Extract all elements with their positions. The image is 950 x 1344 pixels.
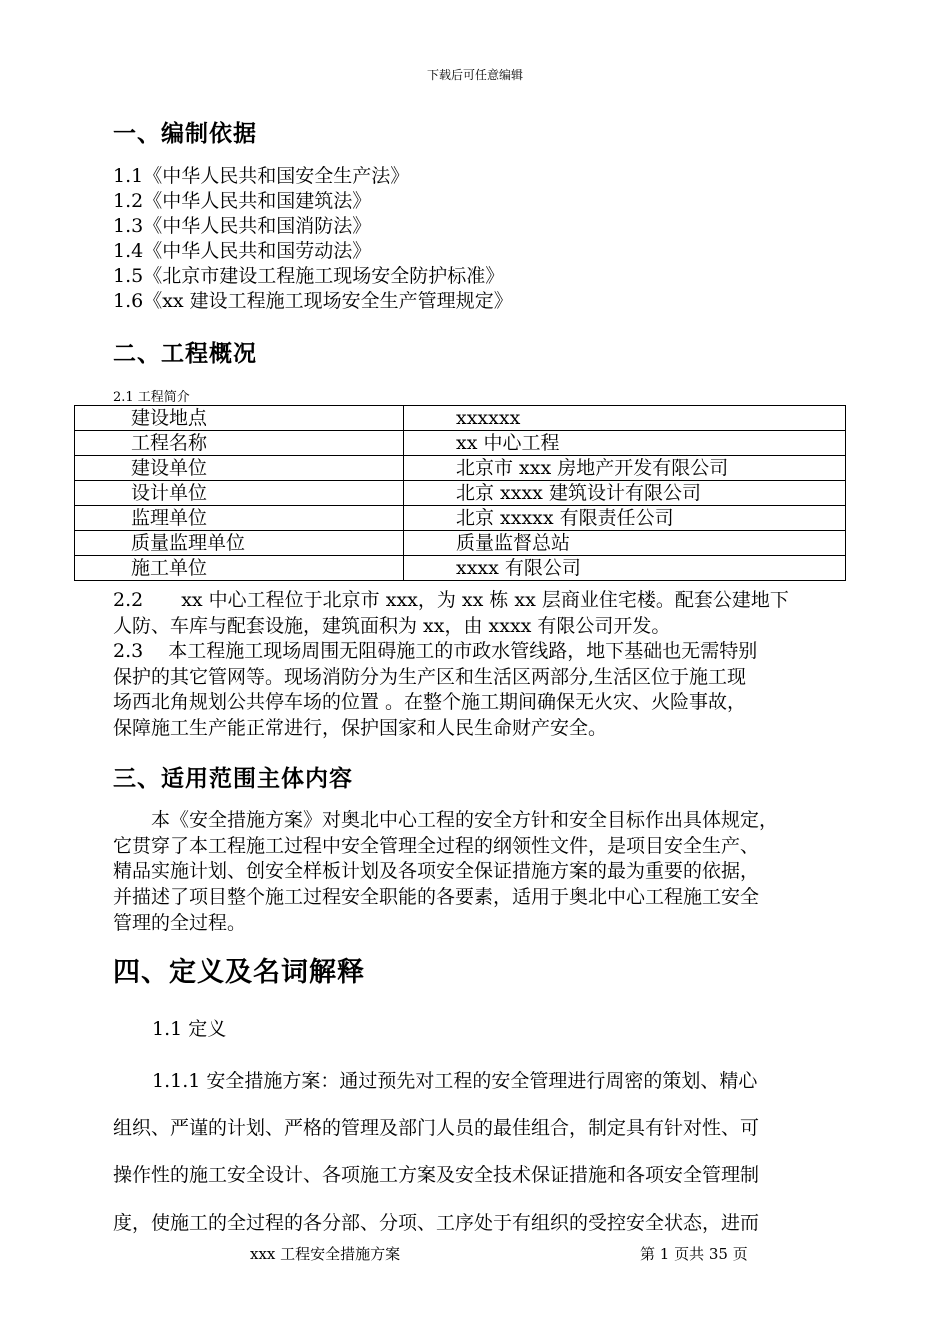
- text-line: 精品实施计划、创安全样板计划及各项安全保证措施方案的最为重要的依据，: [113, 860, 760, 883]
- text-line: 人防、车库与配套设施，建筑面积为 xx，由 xxxx 有限公司开发。: [113, 614, 671, 637]
- text-line: 2.3 本工程施工现场周围无阻碍施工的市政水管线路，地下基础也无需特别: [113, 640, 758, 662]
- paragraph-scope: [113, 808, 888, 937]
- text-line: 度，使施工的全过程的各分部、分项、工序处于有组织的受控安全状态，进而: [113, 1212, 760, 1234]
- text-line: 1.1.1 安全措施方案：通过预先对工程的安全管理进行周密的策划、精心: [152, 1070, 758, 1092]
- text-line: 场西北角规划公共停车场的位置 。在整个施工期间确保无火灾、火险事故，: [113, 691, 747, 714]
- section-4-title: 四、定义及名词解释: [113, 957, 365, 988]
- basis-item: 1.3《中华人民共和国消防法》: [113, 215, 372, 237]
- table-row: [75, 481, 846, 506]
- basis-item: 1.2《中华人民共和国建筑法》: [113, 190, 372, 212]
- table-row: [75, 556, 846, 581]
- table-key: 监理单位: [75, 506, 404, 531]
- basis-item: 1.6《xx 建设工程施工现场安全生产管理规定》: [113, 290, 513, 312]
- basis-item: 1.5《北京市建设工程施工现场安全防护标准》: [113, 265, 505, 287]
- table-row: [75, 431, 846, 456]
- text-line: 操作性的施工安全设计、各项施工方案及安全技术保证措施和各项安全管理制: [113, 1164, 760, 1186]
- project-info-table: [74, 405, 846, 581]
- footer-title: xxx 工程安全措施方案: [250, 1245, 401, 1263]
- table-value: 北京市 xxx 房地产开发有限公司: [404, 456, 846, 481]
- table-key: 建设单位: [75, 456, 404, 481]
- table-value: xxxxxx: [404, 406, 846, 431]
- table-value: xxxx 有限公司: [404, 556, 846, 581]
- table-value: 质量监督总站: [404, 531, 846, 556]
- text-line: 并描述了项目整个施工过程安全职能的各要素，适用于奥北中心工程施工安全: [113, 886, 760, 909]
- paragraph-2-2: [113, 588, 888, 639]
- basis-item: 1.4《中华人民共和国劳动法》: [113, 240, 372, 262]
- table-key: 设计单位: [75, 481, 404, 506]
- table-key: 质量监理单位: [75, 531, 404, 556]
- section-1-title: 一、编制依据: [113, 121, 257, 147]
- page-number: 第 1 页共 35 页: [640, 1245, 748, 1263]
- basis-item: 1.1《中华人民共和国安全生产法》: [113, 165, 410, 187]
- text-line: 管理的全过程。: [113, 911, 247, 934]
- text-line: 它贯穿了本工程施工过程中安全管理全过程的纲领性文件，是项目安全生产、: [113, 834, 760, 857]
- table-row: [75, 531, 846, 556]
- table-value: 北京 xxxx 建筑设计有限公司: [404, 481, 846, 506]
- table-row: [75, 406, 846, 431]
- section-2-title: 二、工程概况: [113, 341, 257, 367]
- text-line: 本《安全措施方案》对奥北中心工程的安全方针和安全目标作出具体规定，: [113, 809, 779, 831]
- table-caption: 2.1 工程简介: [113, 390, 190, 405]
- text-line: 2.2 xx 中心工程位于北京市 xxx，为 xx 栋 xx 层商业住宅楼。配套公建地下: [113, 589, 789, 611]
- table-key: 建设地点: [75, 406, 404, 431]
- table-row: [75, 506, 846, 531]
- paragraph-2-3: [113, 639, 888, 742]
- table-value: 北京 xxxxx 有限责任公司: [404, 506, 846, 531]
- table-row: [75, 456, 846, 481]
- subsection-title: 1.1 定义: [152, 1018, 227, 1040]
- text-line: 保护的其它管网等。现场消防分为生产区和生活区两部分,生活区位于施工现: [113, 665, 747, 688]
- section-3-title: 三、适用范围主体内容: [113, 766, 353, 792]
- table-value: xx 中心工程: [404, 431, 846, 456]
- header-note: 下载后可任意编辑: [426, 68, 523, 82]
- table-key: 施工单位: [75, 556, 404, 581]
- text-line: 组织、严谨的计划、严格的管理及部门人员的最佳组合，制定具有针对性、可: [113, 1117, 760, 1139]
- table-key: 工程名称: [75, 431, 404, 456]
- text-line: 保障施工生产能正常进行，保护国家和人民生命财产安全。: [113, 717, 608, 740]
